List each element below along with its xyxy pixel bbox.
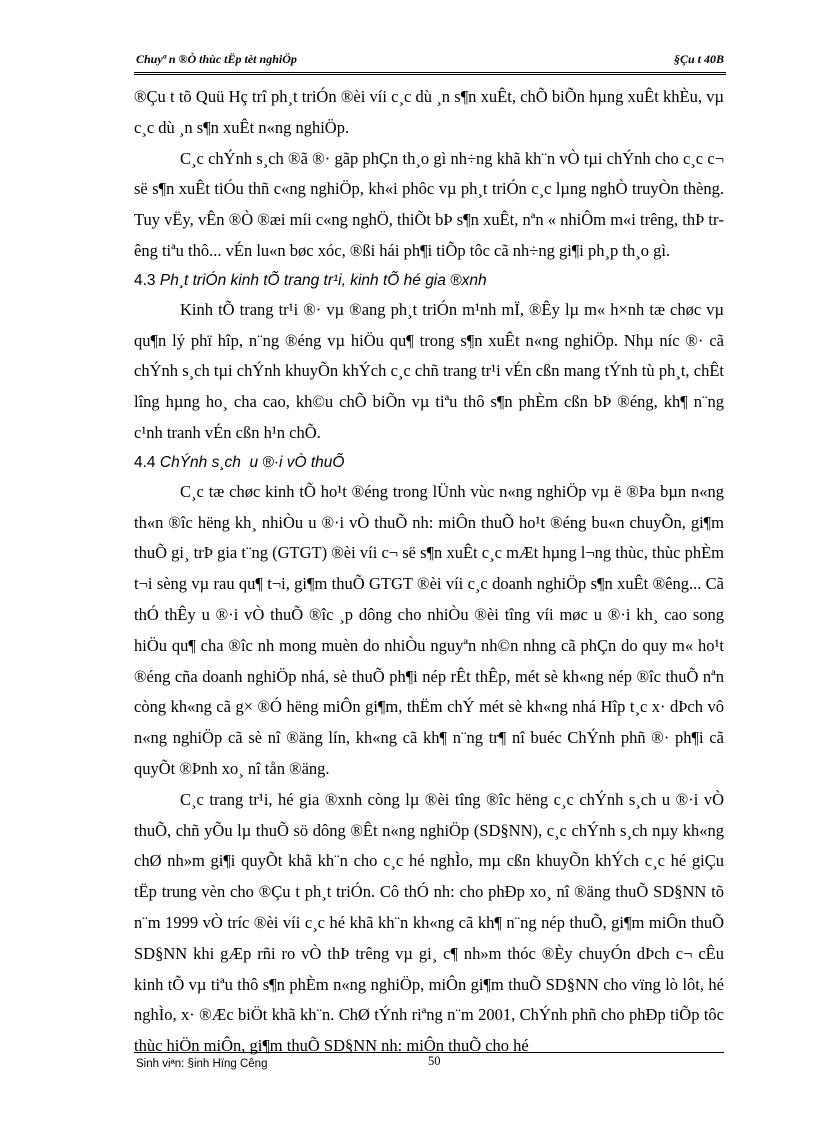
paragraph-2: C¸c chÝnh s¸ch ®ã ®· gãp phÇn th¸o gì nh÷ng khã kh¨n vÒ tµi chÝnh cho c¸c c¬ së s¶n xuÊt tiÓu thñ c«ng nghiÖp, kh«i phôc vµ ph¸t triÓn c¸c lµng nghÒ truyÒn thèng. Tuy vËy, vÊn ®Ò ®æi míi c«ng nghÖ, thiÕt bÞ s¶n xuÊt, nªn « nhiÔm m«i trêng, thÞ trêng tiªu thô... vÉn lu«n bøc xóc, ®ßi hái ph¶i tiÕp tôc cã nh÷ng gi¶i ph¸p th¸o gì. xyxy=(134,148,724,260)
section-title: Ph¸t triÓn kinh tÕ trang tr¹i, kinh tÕ hé gia ®xnh xyxy=(159,271,487,289)
section-title: ChÝnh s¸ch u ®·i vÒ thuÕ xyxy=(159,453,345,471)
body-content xyxy=(134,82,724,1062)
paragraph-5: C¸c trang tr¹i, hé gia ®xnh còng lµ ®èi tîng ®îc hëng c¸c chÝnh s¸ch u ®·i vÒ thuÕ, chñ yÕu lµ thuÕ sö dông ®Êt n«ng nghiÖp (SD§NN), c¸c chÝnh s¸ch nµy kh«ng chØ nh»m gi¶i quyÕt khã kh¨n cho c¸c hé nghÌo, mµ cßn khuyÕn khÝch c¸c hé giÇu tËp trung vèn cho ®Çu t ph¸t triÓn. Cô thÓ nh: cho phÐp xo¸ nî ®äng thuÕ SD§NN tõ n¨m 1999 vÒ tríc ®èi víi c¸c hé khã kh¨n kh«ng cã kh¶ n¨ng nép thuÕ, gi¶m miÔn thuÕ SD§NN khi gÆp rñi ro vÒ thÞ trêng vµ gi¸ c¶ nh»m thóc ®Èy chuyÓn dÞch c¬ cÊu kinh tÕ vµ tiªu thô s¶n phÈm n«ng nghiÖp, miÔn gi¶m thuÕ SD§NN cho vïng lò lôt, hé nghÌo, x· ®Æc biÖt khã kh¨n. ChØ tÝnh riªng n¨m 2001, ChÝnh phñ cho phÐp tiÕp tôc thùc hiÖn miÔn, gi¶m thuÕ SD§NN nh: miÔn thuÕ cho hé xyxy=(134,789,724,1056)
header-right-title: §Çu t 40B xyxy=(673,52,724,66)
page-number: 50 xyxy=(428,1054,441,1068)
section-heading-4-4 xyxy=(134,449,724,477)
paragraph-1: ®Çu t tõ Quü Hç trî ph¸t triÓn ®èi víi c¸c dù ¸n s¶n xuÊt, chÕ biÕn hµng xuÊt khÈu, vµ c¸c dù ¸n s¶n xuÊt n«ng nghiÖp. xyxy=(134,87,724,137)
section-number: 4.4 xyxy=(134,453,156,471)
paragraph-3: Kinh tÕ trang tr¹i ®· vµ ®ang ph¸t triÓn m¹nh mÏ, ®Êy lµ m« h×nh tæ chøc vµ qu¶n lý phï hîp, n¨ng ®éng vµ hiÖu qu¶ trong s¶n xuÊt n«ng nghiÖp. Nhµ níc ®· cã chÝnh s¸ch tµi chÝnh khuyÕn khÝch c¸c chñ trang tr¹i vÉn cßn mang tÝnh tù ph¸t, chÊt lîng hµng ho¸ cha cao, kh©u chÕ biÕn vµ tiªu thô s¶n phÈm cßn bÞ ®éng, kh¶ n¨ng c¹nh tranh vÉn cßn h¹n chÕ. xyxy=(134,299,724,442)
paragraph-4: C¸c tæ chøc kinh tÕ ho¹t ®éng trong lÜnh vùc n«ng nghiÖp vµ ë ®Þa bµn n«ng th«n ®îc hëng kh¸ nhiÒu u ®·i vÒ thuÕ nh: miÔn thuÕ ho¹t ®éng bu«n chuyÕn, gi¶m thuÕ gi¸ trÞ gia t¨ng (GTGT) ®èi víi c¬ së s¶n xuÊt c¸c mÆt hµng l¬ng thùc, thùc phÈm t¬i sèng vµ rau qu¶ t¬i, gi¶m thuÕ GTGT ®èi víi c¸c doanh nghiÖp s¶n xuÊt ®êng... Cã thÓ thÊy u ®·i vÒ thuÕ ®îc ¸p dông cho nhiÒu ®èi tîng víi møc u ®·i kh¸ cao song hiÖu qu¶ cha ®îc nh mong muèn do nhiÒu nguyªn nh©n nhng cã phÇn do quy m« ho¹t ®éng cña doanh nghiÖp nhá, sè thuÕ ph¶i nép rÊt thÊp, mét sè kh«ng nép ®îc thuÕ nªn còng kh«ng cã g× ®Ó hëng miÔn gi¶m, thËm chÝ mét sè kh«ng nhá Hîp t¸c x· dÞch vô n«ng nghiÖp cã sè nî ®äng lín, kh«ng cã kh¶ n¨ng tr¶ nî buéc ChÝnh phñ ®· ph¶i cã quyÕt ®Þnh xo¸ nî tån ®äng. xyxy=(134,481,724,778)
section-heading-4-3 xyxy=(134,267,724,295)
page-header xyxy=(136,52,724,72)
header-left-title: Chuyª n ®Ò thùc tËp tèt nghiÖp xyxy=(136,52,297,66)
header-divider xyxy=(134,72,726,75)
footer-divider xyxy=(134,1052,724,1053)
section-number: 4.3 xyxy=(134,271,156,289)
footer-author: Sinh viªn: §inh Hïng Cêng xyxy=(136,1058,268,1070)
